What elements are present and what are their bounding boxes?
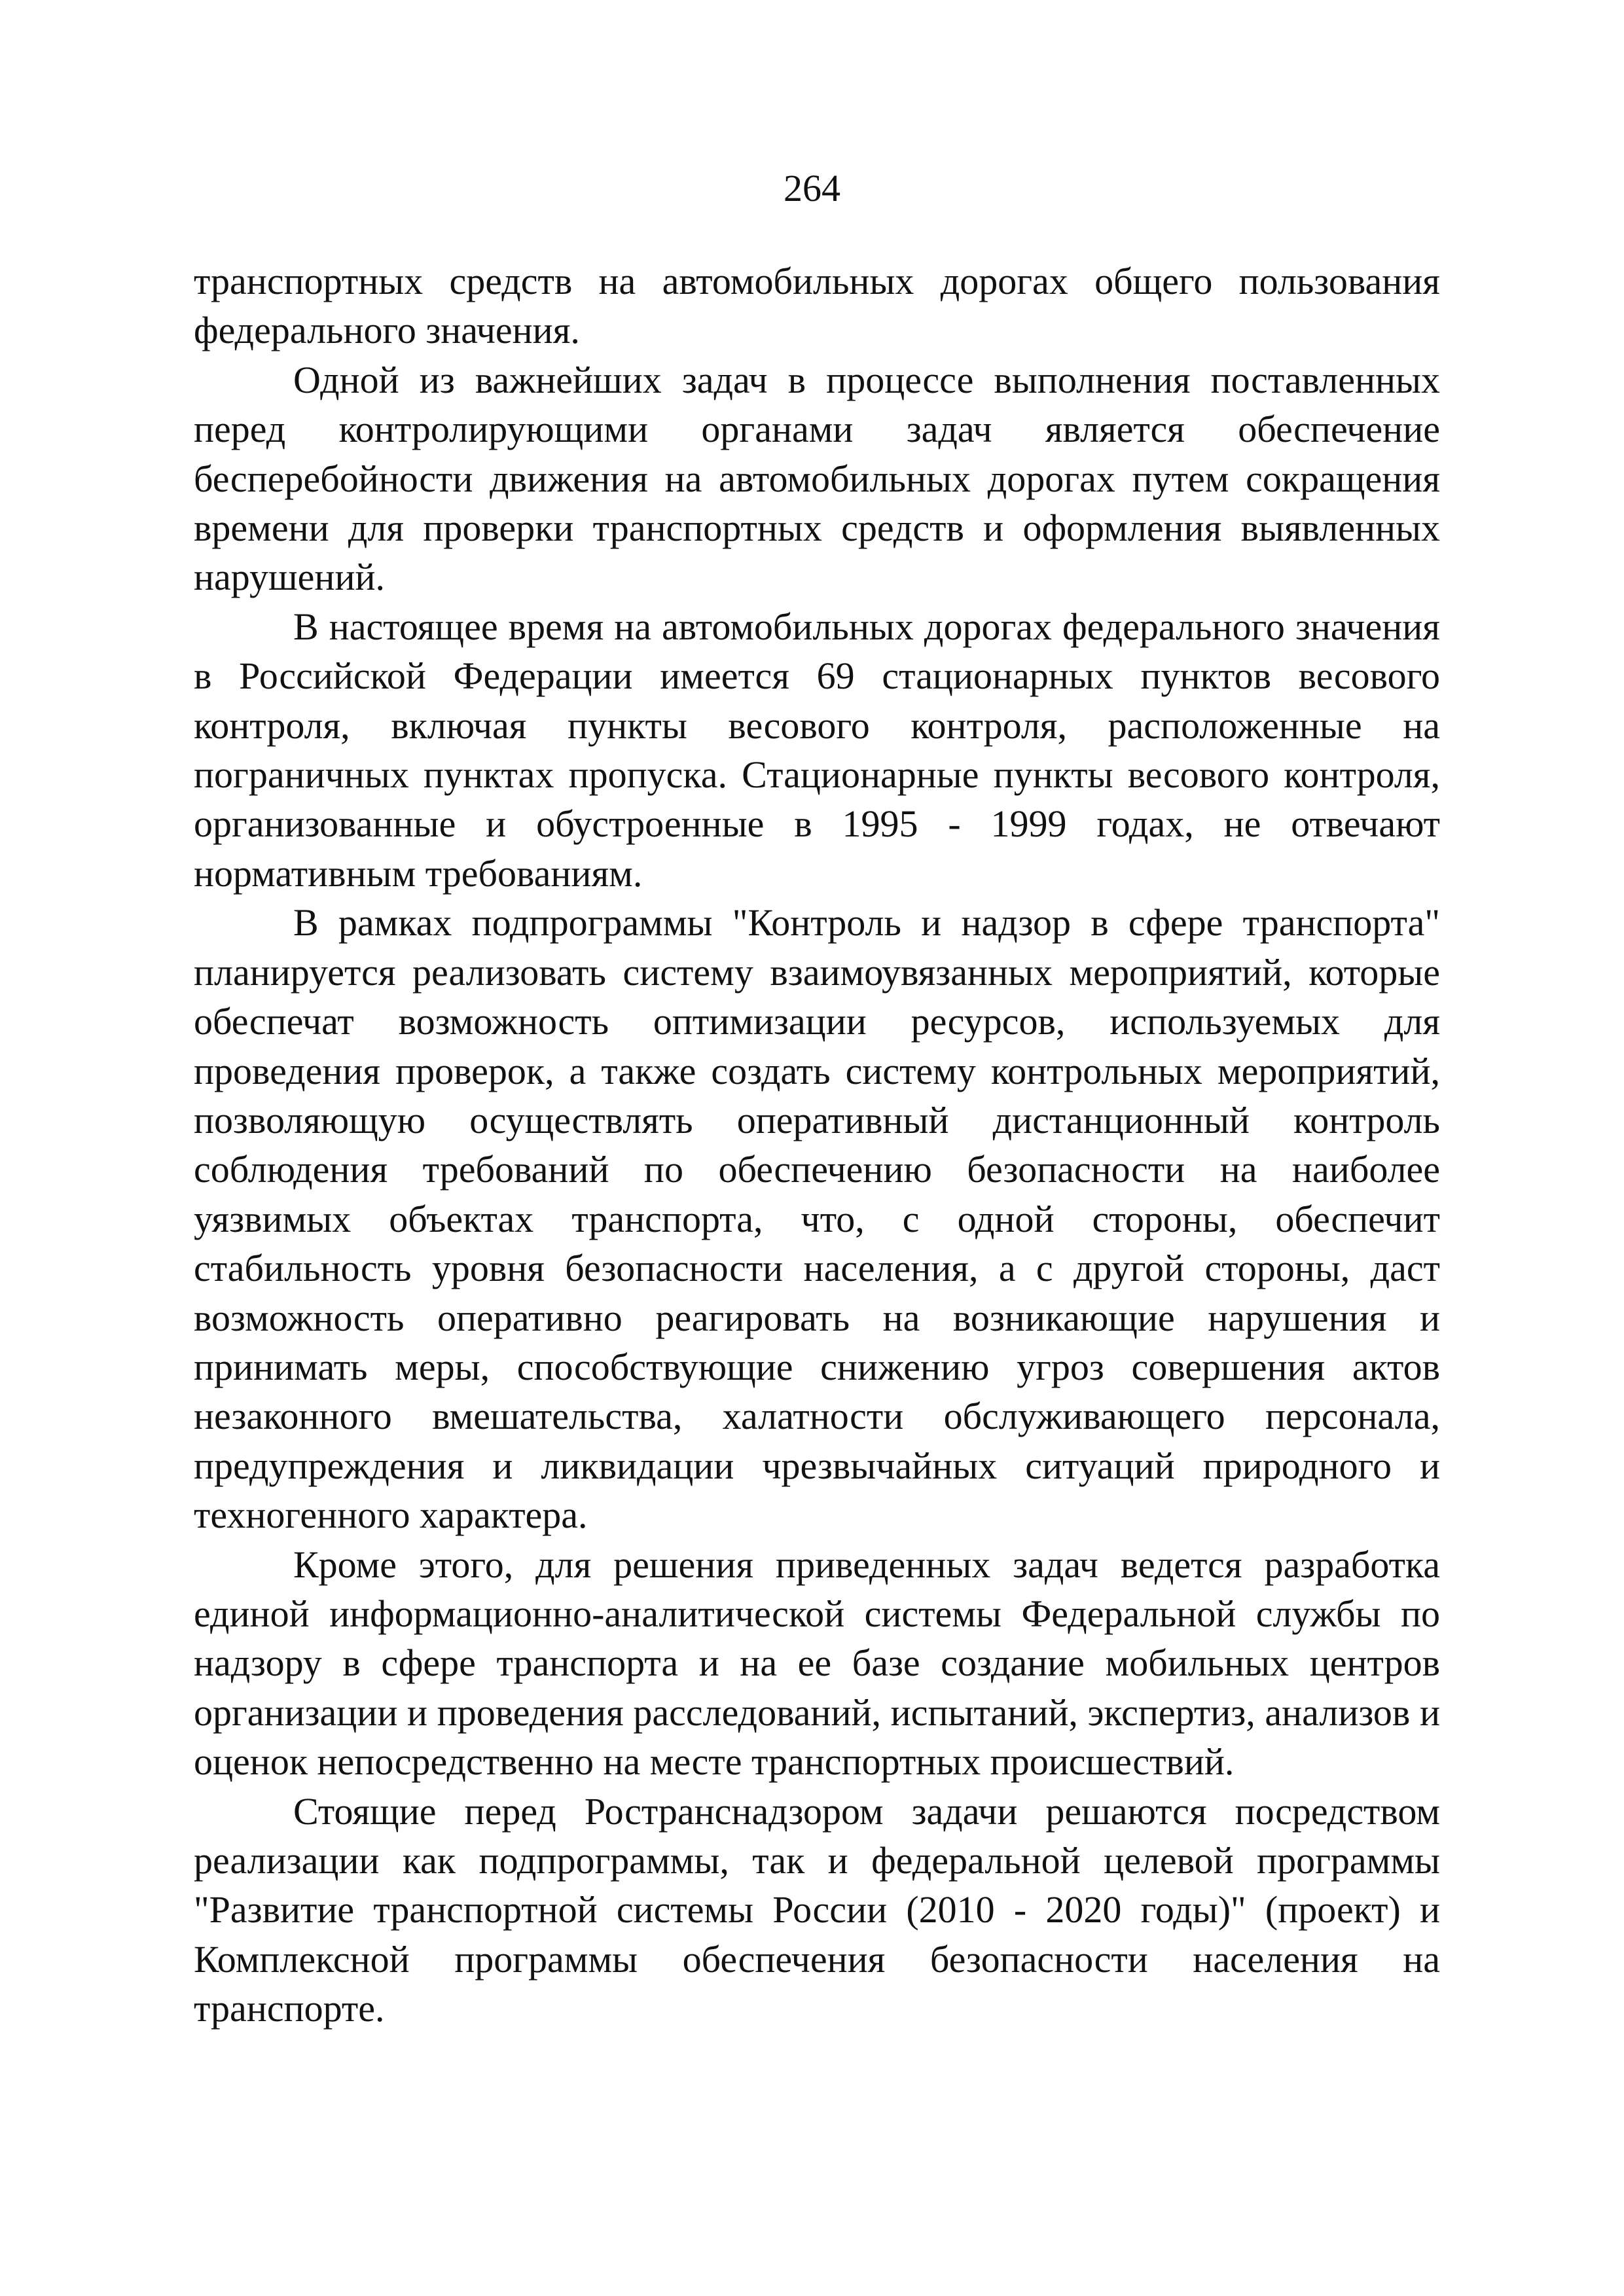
paragraph-weight-control-points: В настоящее время на автомобильных дорогах федерального значения в Российской Федерации имеется 69 стационарных пунктов весового контроля, включая пункты весового контроля, расположенные на пограничных пунктах пропуска. Стационарные пункты весового контроля, организованные и обустроенные в 1995 - 1999 годах, не отвечают нормативным требованиям. [194, 605, 1440, 895]
paragraph-rostransnadzor-tasks: Стоящие перед Ространснадзором задачи решаются посредством реализации как подпрограммы, так и федеральной целевой программы "Развитие транспортной системы России (2010 - 2020 годы)" (проект) и Комплексной программы обеспечения безопасности населения на транспорте. [194, 1789, 1440, 2030]
page-number: 264 [784, 167, 840, 209]
paragraph-continuation: транспортных средств на автомобильных дорогах общего пользования федерального значения. [194, 260, 1440, 352]
paragraph-information-system: Кроме этого, для решения приведенных задач ведется разработка единой информационно-аналитической системы Федеральной службы по надзору в сфере транспорта и на ее базе создание мобильных центров организации и проведения расследований, испытаний, экспертиз, анализов и оценок непосредственно на месте транспортных происшествий. [194, 1543, 1440, 1784]
paragraph-subprogram-measures: В рамках подпрограммы "Контроль и надзор в сфере транспорта" планируется реализовать систему взаимоувязанных мероприятий, которые обеспечат возможность оптимизации ресурсов, используемых для проведения проверок, а также создать систему контрольных мероприятий, позволяющую осуществлять оперативный дистанционный контроль соблюдения требований по обеспечению безопасности на наиболее уязвимых объектах транспорта, что, с одной стороны, обеспечит стабильность уровня безопасности населения, а с другой стороны, даст возможность оперативно реагировать на возникающие нарушения и принимать меры, способствующие снижению угроз совершения актов незаконного вмешательства, халатности обслуживающего персонала, предупреждения и ликвидации чрезвычайных ситуаций природного и техногенного характера. [194, 901, 1440, 1537]
document-body [194, 257, 1440, 2034]
paragraph-control-tasks: Одной из важнейших задач в процессе выполнения поставленных перед контролирующими органами задач является обеспечение бесперебойности движения на автомобильных дорогах путем сокращения времени для проверки транспортных средств и оформления выявленных нарушений. [194, 358, 1440, 599]
